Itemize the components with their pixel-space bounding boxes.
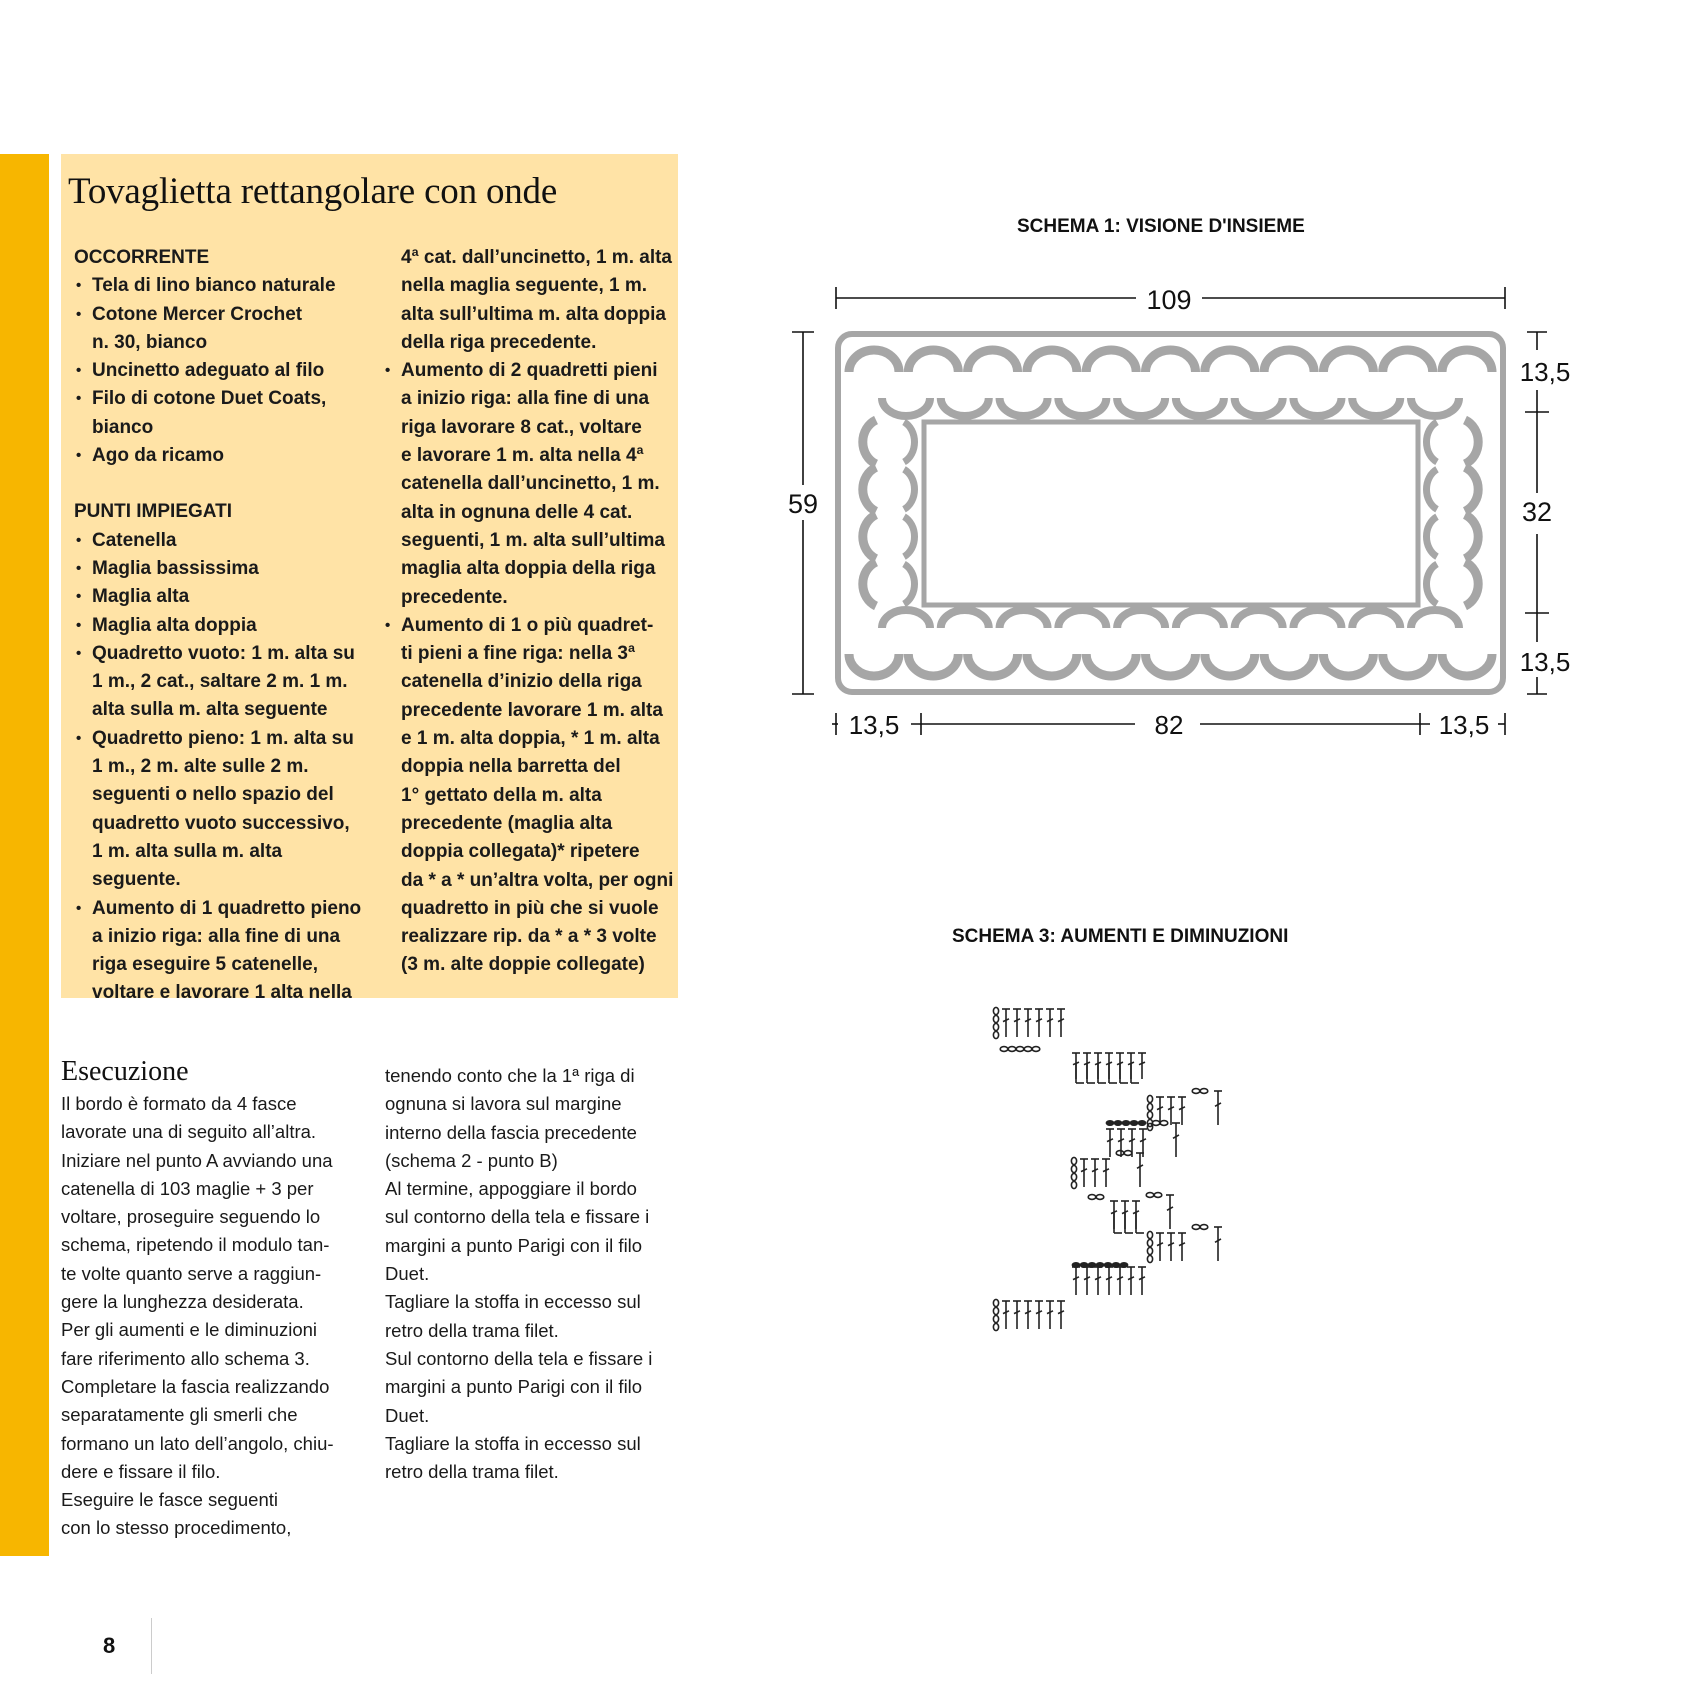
list-item-line: 1 m. alta sulla m. alta seguente. — [92, 840, 283, 891]
list-item-line: • Maglia alta — [92, 586, 190, 608]
list-item — [383, 612, 675, 980]
lace-scallop — [1086, 350, 1136, 372]
slip-stitch-symbol — [1114, 1121, 1121, 1125]
lace-scallop — [1058, 610, 1106, 628]
list-item-line: • Catenella — [92, 529, 177, 551]
list-item-line: maglia alta doppia della riga — [401, 558, 656, 580]
lace-scallop — [1027, 350, 1077, 372]
list-item-line: 1 m., 2 cat., saltare 2 m. 1 m. — [92, 671, 348, 693]
slip-stitch-symbol — [1106, 1121, 1113, 1125]
accent-side-bar — [0, 154, 49, 1556]
chain-symbol — [993, 1299, 998, 1306]
list-item — [74, 640, 374, 725]
list-item-line: voltare e lavorare 1 alta nella — [92, 982, 352, 1004]
dim-bottom-right: 13,5 — [1438, 710, 1490, 740]
slip-stitch-symbol — [1138, 1121, 1145, 1125]
lace-scallop — [904, 469, 915, 509]
list-item-line: e 1 m. alta doppia, * 1 m. alta — [401, 728, 660, 750]
lace-scallop — [1117, 398, 1165, 416]
list-item-line: doppia nella barretta del — [401, 756, 621, 778]
list-item-line: 1 m., 2 m. alte sulle 2 m. — [92, 756, 309, 778]
lace-scallop — [1442, 350, 1492, 372]
lace-scallop — [908, 654, 958, 676]
lace-scallop — [1323, 654, 1373, 676]
dim-right-top: 13,5 — [1519, 357, 1571, 387]
lace-scallop — [849, 654, 899, 676]
lace-scallop — [1264, 654, 1314, 676]
lace-scallop — [1086, 654, 1136, 676]
lace-scallop — [1352, 610, 1400, 628]
list-item-line: • Filo di cotone Duet Coats, — [92, 388, 327, 410]
chain-symbol — [1200, 1225, 1208, 1230]
chain-symbol — [1147, 1103, 1152, 1110]
materials-left-column — [74, 244, 374, 1008]
lace-scallop — [941, 398, 989, 416]
lace-scallop — [1426, 422, 1437, 462]
lace-scallop — [904, 517, 915, 557]
list-item-line: seguenti, 1 m. alta sull’ultima — [401, 529, 665, 551]
schema3-title: SCHEMA 3: AUMENTI E DIMINUZIONI — [952, 926, 1289, 947]
list-item-line: catenella d’inizio della riga — [401, 671, 642, 693]
chain-symbol — [1071, 1165, 1076, 1172]
chain-symbol — [1147, 1095, 1152, 1102]
list-item — [74, 272, 374, 300]
continued-line: alta sull’ultima m. alta doppia — [401, 303, 666, 325]
chain-symbol — [1032, 1047, 1040, 1052]
page-number: 8 — [103, 1633, 116, 1658]
list-item-line: riga lavorare 8 cat., voltare — [401, 416, 642, 438]
list-item-line: ti pieni a fine riga: nella 3ª — [401, 643, 636, 665]
lace-scallop — [863, 515, 876, 559]
chain-symbol — [1124, 1151, 1132, 1156]
list-item-line: quadretto in più che si vuole — [401, 897, 659, 919]
execution-heading: Esecuzione — [61, 1056, 189, 1087]
list-item — [74, 725, 374, 895]
list-item-line: quadretto vuoto successivo, — [92, 812, 350, 834]
list-item-line: doppia collegata)* ripetere — [401, 841, 640, 863]
continued-line: nella maglia seguente, 1 m. — [401, 275, 648, 297]
chain-symbol — [1096, 1195, 1104, 1200]
lace-scallop — [908, 350, 958, 372]
lace-scallop — [1465, 562, 1478, 606]
chain-symbol — [1008, 1047, 1016, 1052]
lace-scallop — [941, 610, 989, 628]
lace-scallop — [1465, 467, 1478, 511]
list-item-line: alta sulla m. alta seguente — [92, 699, 328, 721]
lace-scallop — [863, 562, 876, 606]
chain-symbol — [1024, 1047, 1032, 1052]
schema1-title: SCHEMA 1: VISIONE D'INSIEME — [1017, 216, 1305, 237]
chain-symbol — [1146, 1193, 1154, 1198]
lace-scallop — [849, 350, 899, 372]
chain-symbol — [1016, 1047, 1024, 1052]
dim-right-mid: 32 — [1521, 497, 1553, 527]
lace-scallop — [863, 467, 876, 511]
chain-symbol — [993, 1015, 998, 1022]
lace-scallop — [1117, 610, 1165, 628]
lace-scallop — [1264, 350, 1314, 372]
chain-symbol — [1160, 1121, 1168, 1126]
list-item-line: precedente. — [401, 586, 508, 608]
punti-list — [74, 527, 374, 1008]
list-item-line: da * a * un’altra volta, per ogni — [401, 869, 674, 891]
chain-symbol — [1147, 1111, 1152, 1118]
list-item-line: a inizio riga: alla fine di una — [401, 388, 650, 410]
occorrente-list — [74, 272, 374, 470]
slip-stitch-symbol — [1122, 1121, 1129, 1125]
chain-symbol — [1071, 1181, 1076, 1188]
schema3-stitch-diagram — [990, 1003, 1250, 1343]
list-item-line: precedente (maglia alta — [401, 812, 613, 834]
list-item-line: alta in ognuna delle 4 cat. — [401, 501, 633, 523]
chain-symbol — [1071, 1157, 1076, 1164]
list-item-line: • Aumento di 1 quadretto pieno — [92, 897, 362, 919]
list-item-line: catenella dall’uncinetto, 1 m. — [401, 473, 660, 495]
lace-inner-edge — [924, 422, 1418, 605]
lace-scallop — [1465, 420, 1478, 464]
chain-symbol — [993, 1031, 998, 1038]
execution-text-right: tenendo conto che la 1ª riga di ognuna si lavora sul margine interno della fascia precedente (schema 2 - punto B) Al termine, appoggiare il bordo sul contorno della tela e fissare i margini a punto Parigi con il filo Duet. Tagliare la stoffa in eccesso sul retro della trama filet. Sul contorno della tela e fissare i margini a punto Parigi con il filo Duet. Tagliare la stoffa in eccesso sul retro della trama filet. — [385, 1065, 653, 1483]
lace-scallop — [1411, 398, 1459, 416]
list-item-line: • Cotone Mercer Crochet — [92, 303, 303, 325]
chain-symbol — [1071, 1173, 1076, 1180]
chain-symbol — [1147, 1231, 1152, 1238]
chain-symbol — [1147, 1255, 1152, 1262]
dim-height-total: 59 — [787, 489, 819, 519]
list-item-line: e lavorare 1 m. alta nella 4ª — [401, 445, 644, 467]
chain-symbol — [993, 1315, 998, 1322]
lace-scallop — [1323, 350, 1373, 372]
dim-bottom-mid: 82 — [1154, 710, 1184, 740]
punti-heading: PUNTI IMPIEGATI — [74, 501, 232, 523]
list-item-line: bianco — [92, 416, 154, 438]
chain-symbol — [993, 1007, 998, 1014]
list-item-line: • Ago da ricamo — [92, 445, 224, 467]
chain-symbol — [1088, 1195, 1096, 1200]
continued-text — [383, 244, 675, 357]
lace-outer-band — [838, 334, 1503, 692]
list-item-line: • Maglia bassissima — [92, 557, 259, 579]
list-item-line: seguenti o nello spazio del — [92, 784, 334, 806]
lace-scallop — [1235, 398, 1283, 416]
lace-scallop — [968, 350, 1018, 372]
chain-symbol — [993, 1307, 998, 1314]
list-item-line: • Quadretto pieno: 1 m. alta su — [92, 727, 354, 749]
lace-scallop — [1176, 398, 1224, 416]
lace-scallop — [904, 564, 915, 604]
lace-scallop — [1176, 610, 1224, 628]
list-item — [74, 895, 374, 1008]
lace-scallop — [1205, 350, 1255, 372]
list-item-line: n. 30, bianco — [92, 331, 208, 353]
list-item-line: • Aumento di 1 o più quadret- — [401, 614, 654, 636]
page-divider — [151, 1618, 152, 1674]
schema1-overview-diagram — [780, 280, 1571, 750]
lace-scallop — [1442, 654, 1492, 676]
lace-scallop — [1426, 469, 1437, 509]
list-item — [74, 301, 374, 358]
list-item-line: a inizio riga: alla fine di una — [92, 925, 341, 947]
chain-symbol — [1154, 1193, 1162, 1198]
spacer — [74, 470, 374, 498]
page-title: Tovaglietta rettangolare con onde — [68, 171, 558, 212]
list-item — [74, 555, 374, 583]
lace-scallop — [863, 420, 876, 464]
lace-scallop — [1058, 398, 1106, 416]
chain-symbol — [1116, 1151, 1124, 1156]
dim-width-total: 109 — [1146, 285, 1192, 315]
list-item-line: • Uncinetto adeguato al filo — [92, 360, 325, 382]
slip-stitch-symbol — [1130, 1121, 1137, 1125]
list-item-line: • Aumento di 2 quadretti pieni — [401, 360, 658, 382]
lace-scallop — [882, 610, 930, 628]
list-item — [74, 527, 374, 555]
lace-scallop — [1383, 654, 1433, 676]
list-item — [74, 583, 374, 611]
lace-scallop — [1383, 350, 1433, 372]
lace-scallop — [1146, 350, 1196, 372]
list-item — [74, 385, 374, 442]
lace-scallop — [968, 654, 1018, 676]
list-item-line: • Maglia alta doppia — [92, 614, 257, 636]
list-item-line: riga eseguire 5 catenelle, — [92, 954, 319, 976]
lace-scallop — [904, 422, 915, 462]
list-item — [74, 612, 374, 640]
lace-border — [838, 334, 1503, 692]
increase-list — [383, 357, 675, 980]
lace-scallop — [1000, 398, 1048, 416]
list-item-line: realizzare rip. da * a * 3 volte — [401, 926, 657, 948]
dim-right-bottom: 13,5 — [1519, 647, 1571, 677]
lace-scallop — [1146, 654, 1196, 676]
chain-symbol — [1147, 1247, 1152, 1254]
lace-scallop — [1411, 610, 1459, 628]
chain-symbol — [1192, 1225, 1200, 1230]
list-item — [74, 442, 374, 470]
list-item-line: • Quadretto vuoto: 1 m. alta su — [92, 642, 355, 664]
lace-scallop — [1027, 654, 1077, 676]
lace-scallop — [1426, 517, 1437, 557]
continued-line: 4ª cat. dall’uncinetto, 1 m. alta — [401, 247, 672, 268]
lace-scallop — [882, 398, 930, 416]
lace-scallop — [1352, 398, 1400, 416]
execution-text-left: Il bordo è formato da 4 fasce lavorate una di seguito all’altra. Iniziare nel punto A avviando una catenella di 103 maglie + 3 per voltare, proseguire seguendo lo schema, ripetendo il modulo tan- te volte quanto serve a raggiun- gere la lunghezza desiderata. Per gli aumenti e le diminuzioni fare riferimento allo schema 3. Completare la fascia realizzando separatamente gli smerli che formano un lato dell’angolo, chiu- dere e fissare il filo. Eseguire le fasce seguenti con lo stesso procedimento, — [61, 1093, 334, 1539]
chain-symbol — [1147, 1239, 1152, 1246]
list-item — [74, 357, 374, 385]
continued-line: della riga precedente. — [401, 331, 597, 353]
chain-symbol — [1192, 1089, 1200, 1094]
materials-right-column — [383, 244, 675, 980]
list-item-line: (3 m. alte doppie collegate) — [401, 954, 645, 976]
dim-bottom-left: 13,5 — [848, 710, 900, 740]
list-item-line: 1° gettato della m. alta — [401, 784, 602, 806]
occorrente-heading: OCCORRENTE — [74, 247, 210, 268]
lace-scallop — [1426, 564, 1437, 604]
lace-scallop — [1465, 515, 1478, 559]
lace-scallop — [1000, 610, 1048, 628]
lace-scallop — [1293, 398, 1341, 416]
list-item — [383, 357, 675, 612]
chain-symbol — [993, 1023, 998, 1030]
lace-scallop — [1293, 610, 1341, 628]
list-item-line: • Tela di lino bianco naturale — [92, 275, 336, 297]
list-item-line: precedente lavorare 1 m. alta — [401, 699, 663, 721]
chain-symbol — [1000, 1047, 1008, 1052]
lace-scallop — [1205, 654, 1255, 676]
chain-symbol — [1200, 1089, 1208, 1094]
chain-symbol — [993, 1323, 998, 1330]
lace-scallop — [1235, 610, 1283, 628]
